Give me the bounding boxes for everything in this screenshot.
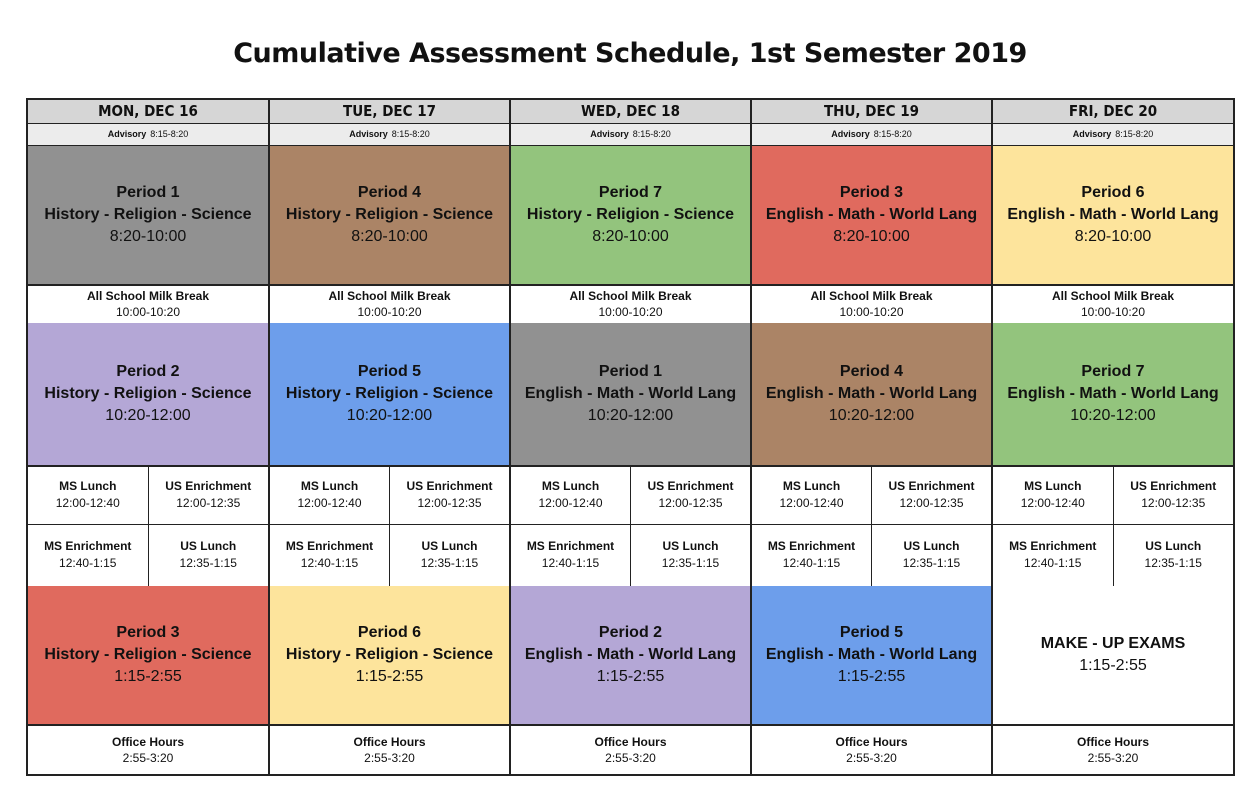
period-time: 1:15-2:55 xyxy=(837,668,906,685)
cell-label: MS Lunch xyxy=(541,478,600,493)
period-number: Period 1 xyxy=(116,184,180,201)
day-header: WED, DEC 18 xyxy=(511,100,750,124)
cell-label: MS Enrichment xyxy=(526,539,615,553)
cell-label: US Lunch xyxy=(180,539,237,553)
period-number: Period 3 xyxy=(839,184,904,201)
office-hours-label: Office Hours xyxy=(111,735,184,749)
cell-time: 12:40-1:15 xyxy=(782,556,841,570)
cell-time: 12:00-12:35 xyxy=(417,495,482,510)
period-time: 8:20-10:00 xyxy=(109,228,187,245)
lunch-row-1-cell xyxy=(1114,465,1234,524)
period-subject: History - Religion - Science xyxy=(285,385,494,402)
lunch-row-2-cell xyxy=(993,524,1114,586)
cell-time: 12:00-12:35 xyxy=(899,495,964,510)
cell-time: 12:40-1:15 xyxy=(541,556,600,570)
period-number: Period 5 xyxy=(357,363,422,380)
office-hours xyxy=(993,724,1233,776)
period-subject: History - Religion - Science xyxy=(285,646,494,663)
schedule-grid xyxy=(26,98,1235,776)
cell-label: MS Lunch xyxy=(1024,478,1082,493)
period-block-midday xyxy=(752,323,991,467)
cell-label: US Enrichment xyxy=(406,478,493,493)
period-number: Period 1 xyxy=(598,363,663,380)
day-header: TUE, DEC 17 xyxy=(270,100,509,124)
period-block-midday xyxy=(993,323,1233,467)
cell-label: MS Lunch xyxy=(300,478,359,493)
period-number: Period 3 xyxy=(116,624,180,641)
period-subject: English - Math - World Lang xyxy=(524,646,737,663)
cell-time: 12:35-1:15 xyxy=(179,556,237,570)
office-hours-label: Office Hours xyxy=(835,735,908,749)
advisory-row xyxy=(511,124,750,147)
lunch-row-2-cell xyxy=(511,524,631,586)
day-header: FRI, DEC 20 xyxy=(993,100,1233,124)
milk-break-time: 10:00-10:20 xyxy=(598,304,663,319)
period-block-morning xyxy=(993,146,1233,286)
cell-label: MS Lunch xyxy=(59,478,117,493)
period-subject: English - Math - World Lang xyxy=(1007,385,1219,402)
cell-time: 12:00-12:40 xyxy=(779,495,844,510)
milk-break-time: 10:00-10:20 xyxy=(1080,304,1146,319)
advisory-row xyxy=(28,124,268,147)
cell-time: 12:00-12:40 xyxy=(1020,495,1085,510)
period-subject: History - Religion - Science xyxy=(44,646,252,663)
cell-label: US Enrichment xyxy=(1130,478,1217,493)
period-subject: English - Math - World Lang xyxy=(524,385,737,402)
cell-time: 12:00-12:40 xyxy=(55,495,120,510)
period-number: Period 7 xyxy=(598,184,663,201)
cell-label: MS Enrichment xyxy=(44,539,132,553)
advisory-row xyxy=(993,124,1233,147)
period-block-midday xyxy=(270,323,509,467)
milk-break-label: All School Milk Break xyxy=(86,288,210,303)
period-block-afternoon xyxy=(511,586,750,726)
lunch-row-2 xyxy=(993,524,1233,587)
office-hours xyxy=(511,724,750,776)
office-hours xyxy=(28,724,268,776)
lunch-row-2-cell xyxy=(149,524,269,586)
lunch-row-1-cell xyxy=(270,465,390,524)
period-time: 8:20-10:00 xyxy=(833,228,910,245)
period-block-afternoon xyxy=(28,586,268,726)
cell-label: MS Lunch xyxy=(782,478,841,493)
cell-label: MS Enrichment xyxy=(767,539,856,553)
period-subject: History - Religion - Science xyxy=(44,206,252,223)
period-subject: English - Math - World Lang xyxy=(1007,206,1219,223)
period-number: Period 6 xyxy=(1081,184,1145,201)
day-column xyxy=(752,100,993,774)
cell-label: US Lunch xyxy=(903,539,960,553)
office-hours xyxy=(752,724,991,776)
advisory-time: 8:15-8:20 xyxy=(632,129,671,139)
period-subject: History - Religion - Science xyxy=(44,385,252,402)
office-hours-time: 2:55-3:20 xyxy=(122,751,174,765)
period-time: 1:15-2:55 xyxy=(114,668,182,685)
lunch-row-2-cell xyxy=(28,524,149,586)
day-column xyxy=(993,100,1233,774)
period-time: 10:20-12:00 xyxy=(828,407,915,424)
period-number: Period 5 xyxy=(839,624,904,641)
period-subject: MAKE - UP EXAMS xyxy=(1040,635,1186,652)
cell-label: US Lunch xyxy=(1145,539,1202,553)
advisory-row xyxy=(752,124,991,147)
period-time: 1:15-2:55 xyxy=(355,668,424,685)
period-time: 10:20-12:00 xyxy=(105,407,191,424)
lunch-row-1-cell xyxy=(752,465,872,524)
milk-break-label: All School Milk Break xyxy=(1051,288,1175,303)
period-block-morning xyxy=(511,146,750,286)
advisory-time: 8:15-8:20 xyxy=(873,129,912,139)
cell-time: 12:40-1:15 xyxy=(59,556,117,570)
office-hours-time: 2:55-3:20 xyxy=(1087,751,1139,765)
period-block-morning xyxy=(270,146,509,286)
advisory-label: Advisory xyxy=(107,129,147,139)
milk-break xyxy=(28,284,268,325)
day-column xyxy=(270,100,511,774)
milk-break-time: 10:00-10:20 xyxy=(115,304,181,319)
lunch-row-1-cell xyxy=(28,465,149,524)
cell-time: 12:00-12:35 xyxy=(1141,495,1206,510)
milk-break-label: All School Milk Break xyxy=(328,288,451,303)
period-time: 8:20-10:00 xyxy=(592,228,669,245)
day-header: THU, DEC 19 xyxy=(752,100,991,124)
period-number: Period 6 xyxy=(357,624,422,641)
lunch-row-1-cell xyxy=(149,465,269,524)
period-subject: English - Math - World Lang xyxy=(765,646,978,663)
advisory-row xyxy=(270,124,509,147)
lunch-row-1-cell xyxy=(993,465,1114,524)
lunch-row-1-cell xyxy=(872,465,991,524)
period-time: 10:20-12:00 xyxy=(1070,407,1156,424)
period-subject: English - Math - World Lang xyxy=(765,385,978,402)
office-hours-label: Office Hours xyxy=(353,735,426,749)
advisory-label: Advisory xyxy=(349,129,388,139)
lunch-row-2-cell xyxy=(872,524,991,586)
period-number: Period 2 xyxy=(116,363,180,380)
advisory-label: Advisory xyxy=(590,129,629,139)
period-block-midday xyxy=(28,323,268,467)
cell-time: 12:40-1:15 xyxy=(300,556,359,570)
cell-label: MS Enrichment xyxy=(1009,539,1097,553)
advisory-time: 8:15-8:20 xyxy=(391,129,430,139)
lunch-row-1 xyxy=(993,465,1233,525)
period-subject: History - Religion - Science xyxy=(285,206,494,223)
period-block-afternoon xyxy=(752,586,991,726)
period-time: 10:20-12:00 xyxy=(346,407,433,424)
period-time: 1:15-2:55 xyxy=(1079,657,1147,674)
period-block-midday xyxy=(511,323,750,467)
lunch-row-2 xyxy=(270,524,509,587)
cell-time: 12:35-1:15 xyxy=(902,556,961,570)
day-column xyxy=(511,100,752,774)
period-time: 10:20-12:00 xyxy=(587,407,674,424)
period-number: Period 2 xyxy=(598,624,663,641)
lunch-row-2 xyxy=(752,524,991,587)
cell-label: US Enrichment xyxy=(647,478,734,493)
milk-break-label: All School Milk Break xyxy=(569,288,692,303)
lunch-row-1 xyxy=(511,465,750,525)
cell-time: 12:00-12:40 xyxy=(538,495,603,510)
milk-break-time: 10:00-10:20 xyxy=(839,304,904,319)
lunch-row-2-cell xyxy=(752,524,872,586)
milk-break xyxy=(270,284,509,325)
cell-label: US Lunch xyxy=(662,539,719,553)
cell-time: 12:35-1:15 xyxy=(1144,556,1202,570)
cell-label: US Enrichment xyxy=(888,478,975,493)
advisory-label: Advisory xyxy=(1072,129,1112,139)
period-time: 1:15-2:55 xyxy=(596,668,665,685)
cell-time: 12:35-1:15 xyxy=(661,556,720,570)
lunch-row-1-cell xyxy=(390,465,509,524)
advisory-time: 8:15-8:20 xyxy=(150,129,189,139)
period-block-afternoon xyxy=(993,586,1233,726)
period-block-morning xyxy=(752,146,991,286)
office-hours-time: 2:55-3:20 xyxy=(605,751,656,765)
cell-label: MS Enrichment xyxy=(285,539,374,553)
day-header: MON, DEC 16 xyxy=(28,100,268,124)
advisory-label: Advisory xyxy=(831,129,870,139)
milk-break-time: 10:00-10:20 xyxy=(357,304,422,319)
cell-time: 12:00-12:40 xyxy=(297,495,362,510)
lunch-row-2-cell xyxy=(270,524,390,586)
period-block-afternoon xyxy=(270,586,509,726)
period-time: 8:20-10:00 xyxy=(351,228,428,245)
cell-time: 12:00-12:35 xyxy=(658,495,723,510)
milk-break xyxy=(511,284,750,325)
office-hours xyxy=(270,724,509,776)
lunch-row-1 xyxy=(28,465,268,525)
office-hours-label: Office Hours xyxy=(1076,735,1149,749)
period-subject: English - Math - World Lang xyxy=(765,206,978,223)
office-hours-time: 2:55-3:20 xyxy=(364,751,415,765)
office-hours-label: Office Hours xyxy=(594,735,667,749)
cell-label: US Enrichment xyxy=(165,478,252,493)
lunch-row-2-cell xyxy=(1114,524,1234,586)
period-subject: History - Religion - Science xyxy=(526,206,735,223)
cell-time: 12:40-1:15 xyxy=(1024,556,1082,570)
cell-label: US Lunch xyxy=(421,539,478,553)
lunch-row-1-cell xyxy=(511,465,631,524)
lunch-row-1 xyxy=(752,465,991,525)
period-number: Period 4 xyxy=(357,184,422,201)
milk-break xyxy=(993,284,1233,325)
period-number: Period 7 xyxy=(1081,363,1145,380)
milk-break xyxy=(752,284,991,325)
page-title: Cumulative Assessment Schedule, 1st Semester 2019 xyxy=(233,38,1027,69)
advisory-time: 8:15-8:20 xyxy=(1115,129,1154,139)
period-number: Period 4 xyxy=(839,363,904,380)
milk-break-label: All School Milk Break xyxy=(810,288,933,303)
lunch-row-2-cell xyxy=(390,524,509,586)
lunch-row-1 xyxy=(270,465,509,525)
day-column xyxy=(28,100,270,774)
lunch-row-2 xyxy=(511,524,750,587)
office-hours-time: 2:55-3:20 xyxy=(846,751,897,765)
period-time: 8:20-10:00 xyxy=(1074,228,1152,245)
cell-time: 12:35-1:15 xyxy=(420,556,479,570)
lunch-row-2 xyxy=(28,524,268,587)
lunch-row-2-cell xyxy=(631,524,750,586)
cell-time: 12:00-12:35 xyxy=(176,495,241,510)
period-block-morning xyxy=(28,146,268,286)
lunch-row-1-cell xyxy=(631,465,750,524)
